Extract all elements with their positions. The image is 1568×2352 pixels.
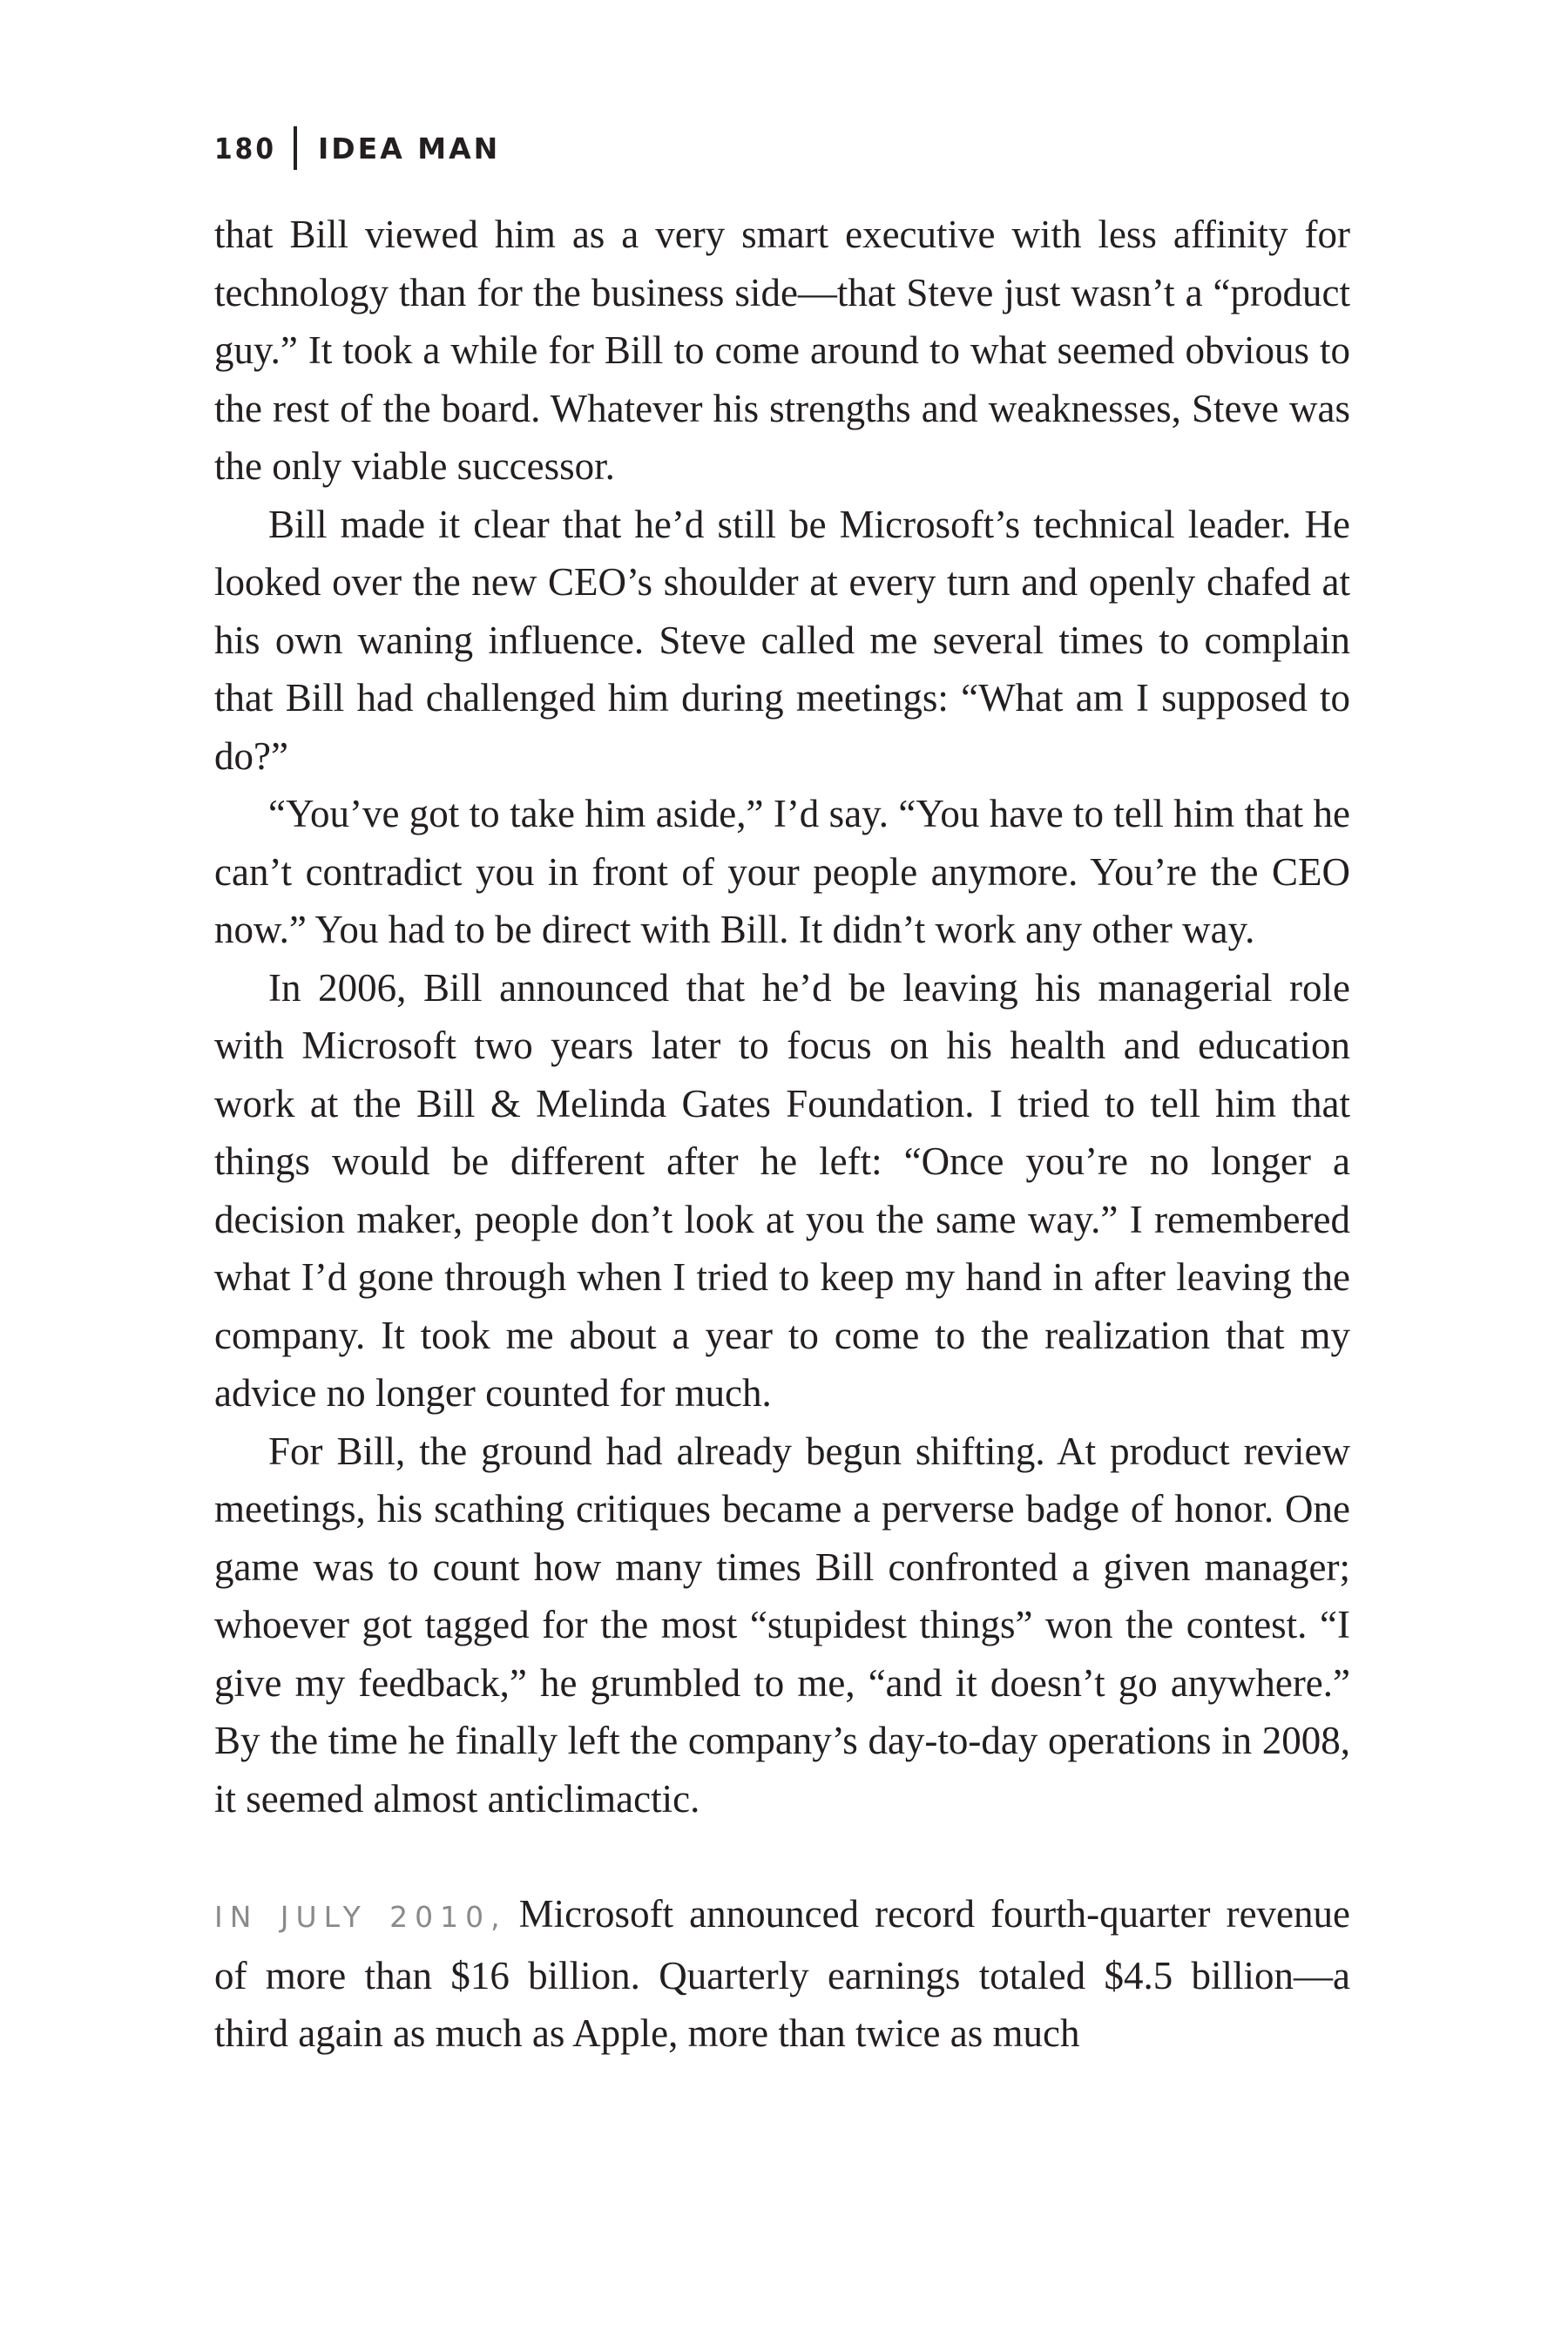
section-text: Microsoft announced record fourth-quarter revenue of more than $16 billion. Quarterly earnings totaled $4.5 billion—a third again as much as Apple, more than twice as much — [214, 1892, 1350, 2055]
header-divider — [294, 126, 297, 170]
page-number: 180 — [214, 131, 276, 166]
section-lead-in: IN JULY 2010, — [214, 1900, 507, 1934]
running-head — [214, 127, 500, 169]
section-paragraph — [214, 1885, 1350, 2063]
body-text — [214, 206, 1350, 2063]
paragraph-4: In 2006, Bill announced that he’d be leaving his managerial role with Microsoft two years later to focus on his health and education work at the Bill & Melinda Gates Foundation. I tried to tell him that things would be different after he left: “Once you’re no longer a decision maker, people don’t look at you the same way.” I remembered what I’d gone through when I tried to keep my hand in after leaving the company. It took me about a year to come to the realization that my advice no longer counted for much. — [214, 965, 1350, 1415]
paragraph-3: “You’ve got to take him aside,” I’d say. “You have to tell him that he can’t contradict you in front of your people anymore. You’re the CEO now.” You had to be direct with Bill. It didn’t work any other way. — [214, 792, 1350, 951]
paragraph-5: For Bill, the ground had already begun shifting. At product review meetings, his scathing critiques became a perverse badge of honor. One game was to count how many times Bill confronted a given manager; whoever got tagged for the most “stupidest things” won the contest. “I give my feedback,” he grumbled to me, “and it doesn’t go anywhere.” By the time he finally left the company’s day-to-day operations in 2008, it seemed almost anticlimactic. — [214, 1429, 1350, 1821]
book-title: IDEA MAN — [317, 131, 501, 166]
paragraph-2: Bill made it clear that he’d still be Microsoft’s technical leader. He looked over the new CEO’s shoulder at every turn and openly chafed at his own waning influence. Steve called me several times to complain that Bill had challenged him during meetings: “What am I supposed to do?” — [214, 502, 1350, 778]
paragraph-1: that Bill viewed him as a very smart executive with less affinity for technology than for the business side—that Steve just wasn’t a “product guy.” It took a while for Bill to come around to what seemed obvious to the rest of the board. Whatever his strengths and weaknesses, Steve was the only viable successor. — [214, 213, 1350, 488]
